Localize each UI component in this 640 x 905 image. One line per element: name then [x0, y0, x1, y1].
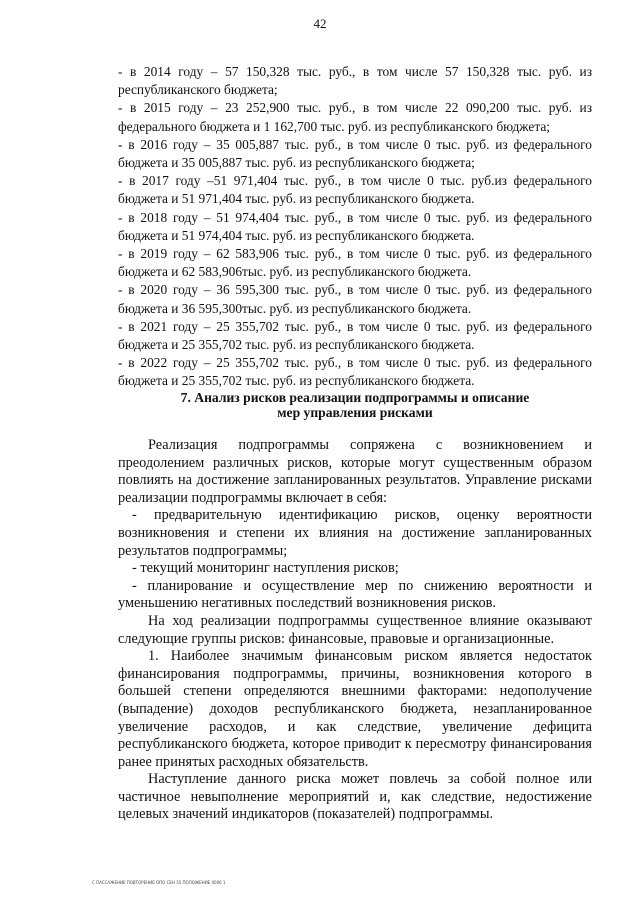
- section-title-line-1: 7. Анализ рисков реализации подпрограммы и описание: [180, 390, 530, 405]
- paragraph-intro: Реализация подпрограммы сопряжена с возникновением и преодолением различных рисков, которые могут существенным образом повлиять на достижение запланированных результатов. Управление рисками реализации подпрограммы включает в себя:: [118, 437, 592, 506]
- bullet-planning: - планирование и осуществление мер по снижению вероятности и уменьшению негативных последствий возникновения рисков.: [118, 577, 592, 612]
- paragraph-financial-risk: 1. Наиболее значимым финансовым риском является недостаток финансирования подпрограммы, причины, возникновения которого в большей степени определяются внешними факторами: недополучение (выпадение) доходов республиканского бюджета, незапланированное увеличение расходов, и как следствие, увеличение дефицита республиканского бюджета, которое приводит к пересмотру финансирования ранее принятых расходных обязательств.: [118, 648, 592, 770]
- paragraph-consequences: Наступление данного риска может повлечь за собой полное или частичное невыполнение мероприятий и, как следствие, недостижение целевых значений индикаторов (показателей) подпрограммы.: [118, 771, 592, 823]
- footer-code: С ПАССАЖЕНИЕ ПОВТОРЕНИЕ ОПО СЕН 35 ПОЛОЖЕНИЕ 0006 1: [92, 880, 226, 885]
- funding-item-2020: - в 2020 году – 36 595,300 тыс. руб., в том числе 0 тыс. руб. из федерального бюджета и 36 595,300тыс. руб. из республиканского бюджета.: [118, 282, 592, 316]
- funding-list: [118, 63, 592, 391]
- risk-analysis-body: [118, 437, 592, 824]
- funding-item-2017: - в 2017 году –51 971,404 тыс. руб., в том числе 0 тыс. руб.из федерального бюджета и 51 971,404 тыс. руб. из республиканского бюджета.: [118, 173, 592, 207]
- funding-item-2021: - в 2021 году – 25 355,702 тыс. руб., в том числе 0 тыс. руб. из федерального бюджета и 25 355,702 тыс. руб. из республиканского бюджета.: [118, 318, 592, 353]
- section-title-line-2: мер управления рисками: [277, 405, 433, 420]
- funding-item-2015: - в 2015 году – 23 252,900 тыс. руб., в том числе 22 090,200 тыс. руб. из федерального бюджета и 1 162,700 тыс. руб. из республиканского бюджета;: [118, 100, 592, 134]
- funding-item-2014: - в 2014 году – 57 150,328 тыс. руб., в том числе 57 150,328 тыс. руб. из республиканского бюджета;: [118, 64, 592, 98]
- funding-item-2019: - в 2019 году – 62 583,906 тыс. руб., в том числе 0 тыс. руб. из федерального бюджета и 62 583,906тыс. руб. из республиканского бюджета.: [118, 246, 592, 280]
- section-title: [118, 390, 592, 420]
- bullet-monitoring: - текущий мониторинг наступления рисков;: [132, 560, 399, 577]
- paragraph-risk-groups: На ход реализации подпрограммы существенное влияние оказывают следующие группы рисков: финансовые, правовые и организационные.: [118, 612, 592, 647]
- funding-item-2022: - в 2022 году – 25 355,702 тыс. руб., в том числе 0 тыс. руб. из федерального бюджета и 25 355,702 тыс. руб. из республиканского бюджета.: [118, 355, 592, 389]
- page-number: 42: [313, 16, 327, 31]
- funding-item-2018: - в 2018 году – 51 974,404 тыс. руб., в том числе 0 тыс. руб. из федерального бюджета и 51 974,404 тыс. руб. из республиканского бюджета.: [118, 209, 592, 243]
- bullet-identification: - предварительную идентификацию рисков, оценку вероятности возникновения и степени их влияния на достижение запланированных результатов подпрограммы;: [118, 507, 592, 559]
- funding-item-2016: - в 2016 году – 35 005,887 тыс. руб., в том числе 0 тыс. руб. из федерального бюджета и 35 005,887 тыс. руб. из республиканского бюджета;: [118, 136, 592, 171]
